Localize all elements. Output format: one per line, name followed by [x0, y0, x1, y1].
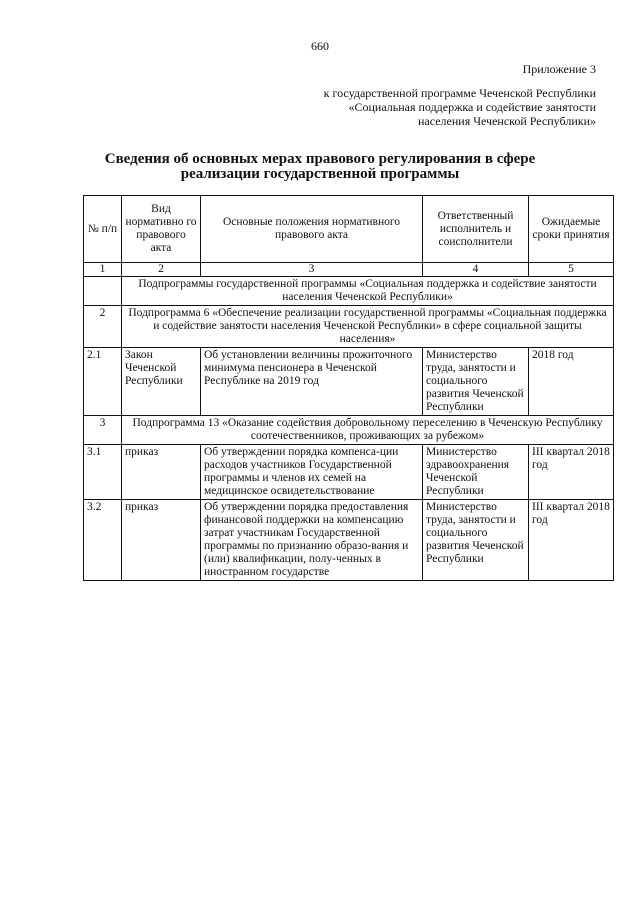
act-type: Закон Чеченской Республики [122, 348, 201, 416]
table-row [84, 445, 614, 500]
column-number-row [84, 263, 614, 277]
responsible-executor: Министерство труда, занятости и социального развития Чеченской Республики [423, 500, 529, 581]
subprogram-row [84, 306, 614, 348]
table-row [84, 500, 614, 581]
row-number: 2.1 [84, 348, 122, 416]
column-number: 2 [122, 263, 201, 277]
title-line: реализации государственной программы [180, 166, 460, 182]
table-header-row [84, 196, 614, 263]
responsible-executor: Министерство труда, занятости и социального развития Чеченской Республики [423, 348, 529, 416]
subprogram-row [84, 416, 614, 445]
expected-deadline: 2018 год [529, 348, 614, 416]
column-number: 5 [529, 263, 614, 277]
appendix-line: «Социальная поддержка и содействие занятости [348, 100, 596, 114]
program-title: Подпрограммы государственной программы «Социальная поддержка и содействие занятости населения Чеченской Республики» [122, 277, 614, 306]
program-row [84, 277, 614, 306]
column-number: 4 [423, 263, 529, 277]
subprogram-title: Подпрограмма 13 «Оказание содействия добровольному переселению в Чеченскую Республику соотечественников, проживающих за рубежом» [122, 416, 614, 445]
header-cell: Ожидаемые сроки принятия [529, 196, 614, 263]
act-provisions: Об утверждении порядка предоставления финансовой поддержки на компенсацию затрат участникам Государственной программы по признанию образо-вания и (или) квалификации, полу-ченных в иностранном государстве [201, 500, 423, 581]
header-cell: Ответственный исполнитель и соисполнители [423, 196, 529, 263]
row-number: 3.2 [84, 500, 122, 581]
act-provisions: Об установлении величины прожиточного минимума пенсионера в Чеченской Республике на 2019 год [201, 348, 423, 416]
column-number: 3 [201, 263, 423, 277]
row-number: 3 [84, 416, 122, 445]
expected-deadline: III квартал 2018 год [529, 445, 614, 500]
act-type: приказ [122, 445, 201, 500]
act-type: приказ [122, 500, 201, 581]
page-number: 660 [311, 39, 329, 53]
header-cell: Основные положения нормативного правового акта [201, 196, 423, 263]
responsible-executor: Министерство здравоохранения Чеченской Республики [423, 445, 529, 500]
row-number: 2 [84, 306, 122, 348]
act-provisions: Об утверждении порядка компенса-ции расходов участников Государственной программы и членов их семей на медицинское освидетельствование [201, 445, 423, 500]
header-cell: Вид нормативно го правового акта [122, 196, 201, 263]
appendix-line: к государственной программе Чеченской Республики [323, 86, 596, 100]
title-line: Сведения об основных мерах правового регулирования в сфере [104, 151, 536, 167]
measures-table [83, 195, 614, 581]
document-title [60, 152, 580, 182]
subprogram-title: Подпрограмма 6 «Обеспечение реализации государственной программы «Социальная поддержка и содействие занятости населения Чеченской Республики» в сфере социальной защиты населения» [122, 306, 614, 348]
column-number: 1 [84, 263, 122, 277]
appendix-title: Приложение 3 [522, 62, 596, 76]
table-row [84, 348, 614, 416]
header-cell: № п/п [84, 196, 122, 263]
row-number: 3.1 [84, 445, 122, 500]
appendix-note [324, 62, 596, 128]
expected-deadline: III квартал 2018 год [529, 500, 614, 581]
appendix-line: населения Чеченской Республики» [417, 114, 596, 128]
